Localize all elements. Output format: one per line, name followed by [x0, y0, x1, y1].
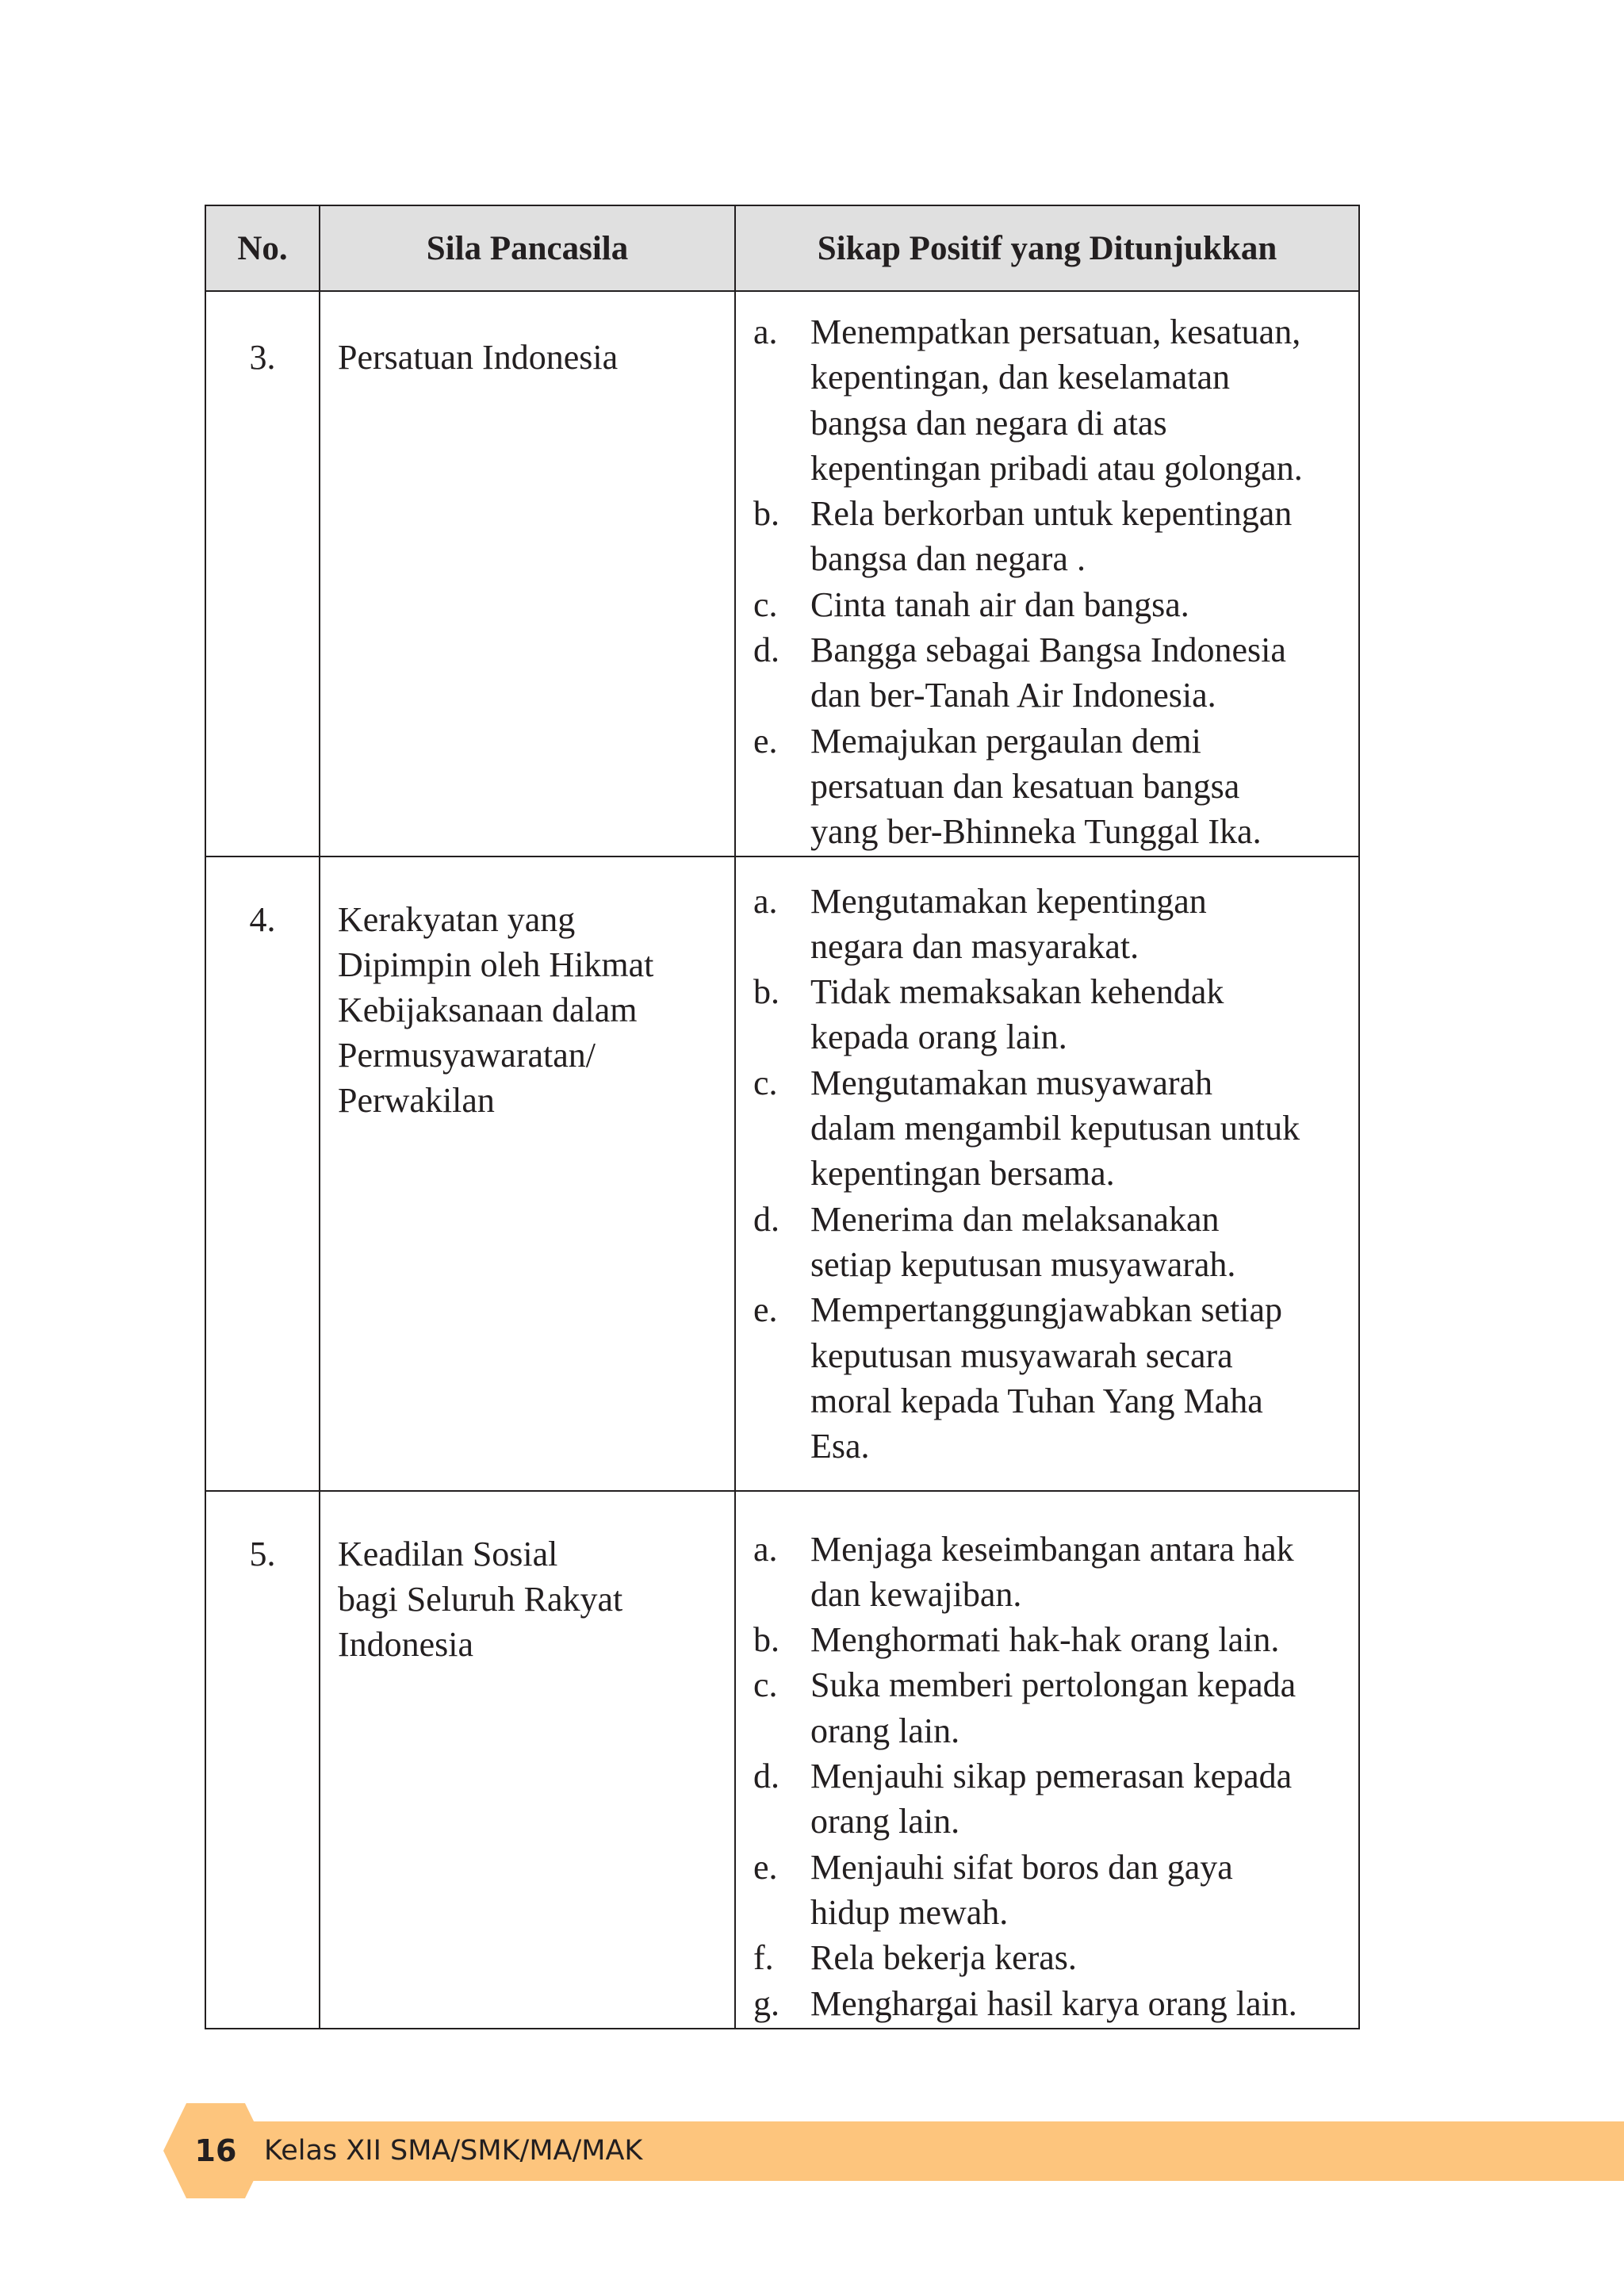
list-item-text: [810, 1981, 1352, 2026]
list-item-line: hidup mewah.: [810, 1892, 1009, 1932]
list-item-line: orang lain.: [810, 1711, 960, 1750]
sila-name-line: bagi Seluruh Rakyat: [338, 1579, 623, 1619]
list-item-text: [810, 1935, 1352, 1980]
list-item-text: [810, 1527, 1352, 1618]
list-item-line: Cinta tanah air dan bangsa.: [810, 584, 1189, 624]
list-item-line: persatuan dan kesatuan bangsa: [810, 766, 1240, 806]
list-item-text: [810, 491, 1352, 582]
list-item-line: bangsa dan negara .: [810, 539, 1086, 579]
row-number: 4.: [205, 856, 320, 1491]
list-item-line: negara dan masyarakat.: [810, 926, 1139, 966]
sila-name-cell: [320, 856, 735, 1491]
sikap-list-cell: [735, 856, 1359, 1491]
list-item-line: moral kepada Tuhan Yang Maha: [810, 1381, 1263, 1420]
list-item-line: keputusan musyawarah secara: [810, 1336, 1233, 1375]
list-item-marker: b.: [753, 972, 779, 1012]
list-item: [753, 582, 1352, 627]
sila-name-line: Perwakilan: [338, 1080, 495, 1120]
list-item: [753, 1060, 1352, 1197]
header-sikap-positif: Sikap Positif yang Ditunjukkan: [735, 205, 1359, 291]
list-item-marker: b.: [753, 494, 779, 534]
list-item-line: yang ber-Bhinneka Tunggal Ika.: [810, 812, 1262, 852]
list-item-line: Menjaga keseimbangan antara hak: [810, 1529, 1294, 1569]
list-item-line: Bangga sebagai Bangsa Indonesia: [810, 630, 1286, 670]
list-item-text: [810, 627, 1352, 719]
list-item-line: Menjauhi sikap pemerasan kepada: [810, 1757, 1293, 1796]
sila-name-line: Kebijaksanaan dalam: [338, 990, 638, 1029]
list-item-text: [810, 719, 1352, 855]
row-number: 3.: [205, 291, 320, 856]
list-item-line: Rela berkorban untuk kepentingan: [810, 494, 1293, 534]
list-item-text: [810, 1845, 1352, 1936]
list-item: [753, 1753, 1352, 1845]
list-item-line: Menjauhi sifat boros dan gaya: [810, 1847, 1233, 1887]
list-item-text: [810, 1617, 1352, 1662]
list-item-line: Rela bekerja keras.: [810, 1938, 1077, 1978]
list-item-marker: e.: [753, 1290, 778, 1330]
sila-name-line: Kerakyatan yang: [338, 899, 576, 939]
sila-name-cell: [320, 1491, 735, 2029]
list-item-line: Tidak memaksakan kehendak: [810, 972, 1224, 1012]
list-item-marker: c.: [753, 1665, 778, 1705]
list-item: [753, 1527, 1352, 1618]
list-item-text: [810, 879, 1352, 970]
list-item: [753, 1197, 1352, 1288]
sila-name-cell: [320, 291, 735, 856]
header-no: No.: [205, 205, 320, 291]
list-item: [753, 1287, 1352, 1469]
list-item-marker: f.: [753, 1938, 774, 1978]
list-item-marker: d.: [753, 1199, 779, 1239]
list-item-marker: a.: [753, 1529, 778, 1569]
sila-name-line: Persatuan Indonesia: [338, 338, 619, 377]
list-item-text: [810, 582, 1352, 627]
list-item-line: Memajukan pergaulan demi: [810, 721, 1201, 761]
list-item-line: Menghargai hasil karya orang lain.: [810, 1983, 1297, 2023]
list-item: [753, 309, 1352, 491]
sila-name-line: Dipimpin oleh Hikmat: [338, 945, 654, 984]
list-item-line: Menempatkan persatuan, kesatuan,: [810, 312, 1301, 351]
list-item-marker: c.: [753, 584, 778, 624]
list-item-line: kepentingan pribadi atau golongan.: [810, 448, 1303, 488]
list-item: [753, 1617, 1352, 1662]
sila-pancasila-table: [205, 205, 1360, 2029]
page-number: 16: [194, 2133, 237, 2168]
list-item-marker: d.: [753, 1757, 779, 1796]
list-item-line: Menerima dan melaksanakan: [810, 1199, 1220, 1239]
list-item: [753, 1662, 1352, 1753]
table-row: [205, 1491, 1359, 2029]
list-item-line: dan ber-Tanah Air Indonesia.: [810, 676, 1216, 715]
list-item-marker: a.: [753, 312, 778, 351]
list-item-marker: a.: [753, 881, 778, 921]
list-item-text: [810, 1753, 1352, 1845]
list-item-text: [810, 309, 1352, 491]
list-item: [753, 879, 1352, 970]
list-item: [753, 1935, 1352, 1980]
list-item-marker: b.: [753, 1620, 779, 1660]
sikap-list: [753, 309, 1352, 855]
sikap-list-cell: [735, 1491, 1359, 2029]
table-header-row: [205, 205, 1359, 291]
list-item-line: kepentingan bersama.: [810, 1154, 1115, 1194]
list-item-text: [810, 969, 1352, 1060]
list-item-line: kepentingan, dan keselamatan: [810, 358, 1231, 397]
list-item-text: [810, 1060, 1352, 1197]
sikap-list: [753, 879, 1352, 1470]
list-item-line: Menghormati hak-hak orang lain.: [810, 1620, 1280, 1660]
list-item-line: setiap keputusan musyawarah.: [810, 1244, 1236, 1284]
sila-name-line: Indonesia: [338, 1624, 474, 1664]
list-item-marker: g.: [753, 1983, 779, 2023]
list-item-marker: d.: [753, 630, 779, 670]
list-item: [753, 627, 1352, 719]
list-item: [753, 969, 1352, 1060]
list-item-line: Mempertanggungjawabkan setiap: [810, 1290, 1283, 1330]
list-item-marker: c.: [753, 1063, 778, 1102]
list-item: [753, 719, 1352, 855]
list-item-line: dan kewajiban.: [810, 1574, 1022, 1614]
list-item: [753, 1981, 1352, 2026]
list-item-marker: e.: [753, 721, 778, 761]
table-row: [205, 291, 1359, 856]
list-item-marker: e.: [753, 1847, 778, 1887]
list-item-line: Mengutamakan musyawarah: [810, 1063, 1213, 1102]
list-item-line: orang lain.: [810, 1802, 960, 1841]
list-item-line: dalam mengambil keputusan untuk: [810, 1109, 1300, 1148]
list-item-line: kepada orang lain.: [810, 1017, 1067, 1057]
list-item: [753, 491, 1352, 582]
sikap-list-cell: [735, 291, 1359, 856]
table-row: [205, 856, 1359, 1491]
sila-name-line: Permusyawaratan/: [338, 1035, 596, 1075]
list-item-line: Suka memberi pertolongan kepada: [810, 1665, 1297, 1705]
list-item-line: bangsa dan negara di atas: [810, 403, 1167, 443]
header-sila-pancasila: Sila Pancasila: [320, 205, 735, 291]
list-item-line: Mengutamakan kepentingan: [810, 881, 1207, 921]
list-item-text: [810, 1197, 1352, 1288]
row-number: 5.: [205, 1491, 320, 2029]
list-item-line: Esa.: [810, 1427, 870, 1466]
footer-book-title: Kelas XII SMA/SMK/MA/MAK: [264, 2135, 643, 2167]
list-item-text: [810, 1662, 1352, 1753]
list-item-text: [810, 1287, 1352, 1469]
sikap-list: [753, 1527, 1352, 2026]
sila-name-line: Keadilan Sosial: [338, 1534, 558, 1573]
list-item: [753, 1845, 1352, 1936]
